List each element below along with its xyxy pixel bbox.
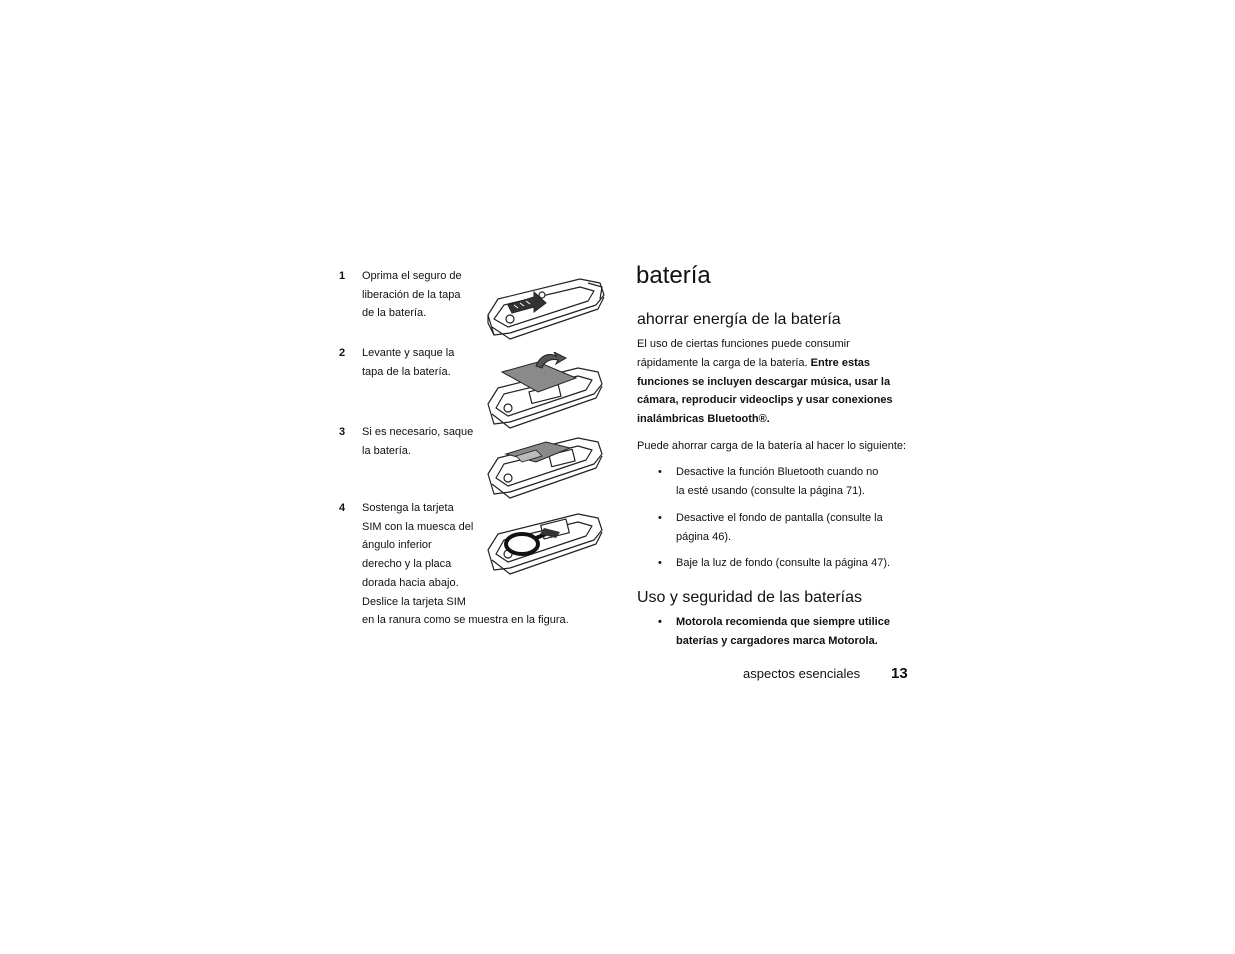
- remove-battery-illustration: [486, 430, 604, 502]
- step-text: Sostenga la tarjeta SIM con la muesca del ángulo inferior derecho y la placa dorada hacia abajo. Deslice la tarjeta SIM en la ranura como se muestra en la figura.: [362, 502, 569, 627]
- tips-intro: Puede ahorrar carga de la batería al hacer lo siguiente:: [637, 440, 907, 452]
- footer-section-label: aspectos esenciales: [743, 666, 861, 681]
- insert-sim-illustration: [486, 506, 604, 578]
- page-title: batería: [636, 262, 711, 289]
- step-number: 2: [339, 347, 346, 359]
- bullet-icon: •: [658, 616, 662, 628]
- page-number: 13: [891, 665, 908, 682]
- bullet-icon: •: [658, 557, 662, 569]
- step-number: 1: [339, 270, 346, 282]
- bullet-icon: •: [658, 466, 662, 478]
- intro-paragraph: El uso de ciertas funciones puede consumir rápidamente la carga de la batería. Entre estas funciones se incluyen descargar música, usar la cámara, reproducir videoclips y usar conexiones inalámbricas Bluetooth®.: [637, 338, 893, 426]
- step-number: 3: [339, 426, 346, 438]
- step-text: Oprima el seguro de liberación de la tapa de la batería.: [362, 270, 462, 320]
- bullet-icon: •: [658, 512, 662, 524]
- lift-battery-door-illustration: [486, 352, 604, 430]
- step-text: Si es necesario, saque la batería.: [362, 426, 474, 457]
- remove-battery-door-illustration: [484, 275, 608, 345]
- step-number: 4: [339, 502, 346, 514]
- section-heading-battery-safety: Uso y seguridad de las baterías: [637, 589, 863, 606]
- section-heading-save-energy: ahorrar energía de la batería: [637, 311, 841, 328]
- step-text: Levante y saque la tapa de la batería.: [362, 347, 455, 378]
